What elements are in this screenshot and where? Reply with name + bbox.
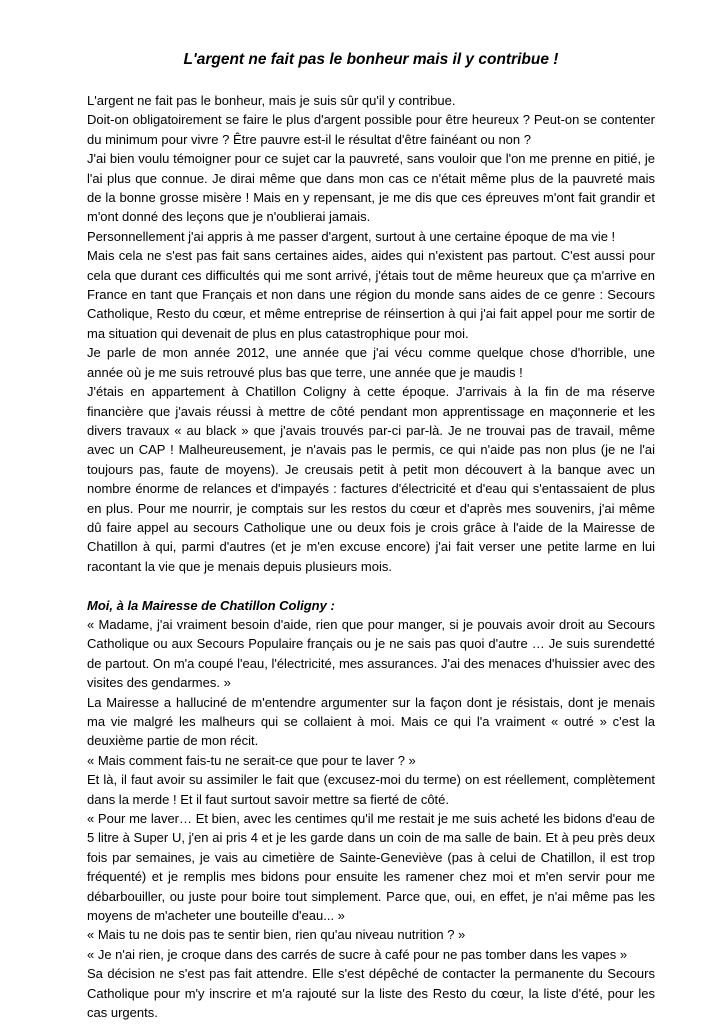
- paragraph: Mais cela ne s'est pas fait sans certaines aides, aides qui n'existent pas partout. C'est aussi pour cela que durant ces difficultés qui me sont arrivé, j'étais tout de même heureux que ça m'arrive en France en tant que Français et non dans une région du monde sans aides de ce genre : Secours Catholique, Resto du cœur, et même entreprise de réinsertion à qui j'ai fait appel pour me sortir de ma situation qui devenait de plus en plus catastrophique pour moi.: [87, 248, 655, 341]
- paragraph: Personnellement j'ai appris à me passer d'argent, surtout à une certaine époque de ma vie !: [87, 228, 616, 244]
- paragraph: « Pour me laver… Et bien, avec les centimes qu'il me restait je me suis acheté les bidons d'eau de 5 litre à Super U, j'en ai pris 4 et je les garde dans un coin de ma salle de bain. Et à peu près deux fois par semaines, je vais au cimetière de Sainte-Geneviève (pas à celui de Chatillon, il est trop fréquenté) et je remplis mes bidons pour ensuite les ramener chez moi et m'en servir pour me débarbouiller, ou juste pour boire tout simplement. Parce que, oui, en effet, je n'ai même pas les moyens de m'acheter une bouteille d'eau... »: [87, 811, 655, 924]
- document-title: L'argent ne fait pas le bonheur mais il y contribue !: [183, 51, 559, 68]
- section-subheading: Moi, à la Mairesse de Chatillon Coligny :: [87, 597, 335, 613]
- paragraph: L'argent ne fait pas le bonheur, mais je suis sûr qu'il y contribue.: [87, 93, 456, 108]
- document-body: [87, 91, 655, 1022]
- paragraph: Et là, il faut avoir su assimiler le fait que (excusez-moi du terme) on est réellement, complètement dans la merde ! Et il faut surtout savoir mettre sa fierté de côté.: [87, 772, 655, 807]
- paragraph-spacer: [87, 576, 655, 595]
- paragraph: J'étais en appartement à Chatillon Coligny à cette époque. J'arrivais à la fin de ma réserve financière que j'avais réussi à mettre de côté pendant mon apprentissage en maçonnerie et les divers travaux « au black » que j'avais trouvés par-ci par-là. Je ne trouvai pas de travail, même avec un CAP ! Malheureusement, je n'avais pas le permis, ce qui n'aide pas non plus (je ne l'ai toujours pas, faute de moyens). Je creusais petit à petit mon découvert à la banque avec un nombre énorme de relances et d'impayés : factures d'électricité et d'eau qui s'entassaient de plus en plus. Pour me nourrir, je comptais sur les restos du cœur et d'après mes souvenirs, j'ai même dû faire appel au secours Catholique une ou deux fois je crois grâce à l'aide de la Mairesse de Chatillon à qui, parmi d'autres (et je m'en excuse encore) j'ai fait verser une petite larme en lui racontant la vie que je menais depuis plusieurs mois.: [87, 384, 655, 574]
- paragraph: J'ai bien voulu témoigner pour ce sujet car la pauvreté, sans vouloir que l'on me prenne en pitié, je l'ai plus que connue. Je dirai même que dans mon cas ce n'était même plus de la pauvreté mais de la bonne grosse misère ! Mais en y repensant, je me dis que ces épreuves m'ont fait grandir et m'ont donné des leçons que je n'oublierai jamais.: [87, 151, 655, 225]
- paragraph: Je parle de mon année 2012, une année que j'ai vécu comme quelque chose d'horrible, une année où je me suis retrouvé plus bas que terre, une année que je maudis !: [87, 345, 655, 380]
- document-page: [87, 50, 655, 1022]
- paragraph: « Mais tu ne dois pas te sentir bien, rien qu'au niveau nutrition ? »: [87, 927, 466, 943]
- paragraph: Sa décision ne s'est pas fait attendre. Elle s'est dépêché de contacter la permanente du Secours Catholique pour m'y inscrire et m'a rajouté sur la liste des Resto du cœur, la liste d'été, pour les cas urgents.: [87, 966, 655, 1021]
- paragraph: « Je n'ai rien, je croque dans des carrés de sucre à café pour ne pas tomber dans les vapes »: [87, 946, 628, 962]
- paragraph: « Mais comment fais-tu ne serait-ce que pour te laver ? »: [87, 752, 416, 768]
- paragraph: La Mairesse a halluciné de m'entendre argumenter sur la façon dont je résistais, dont je menais ma vie malgré les malheurs qui se collaient à moi. Mais ce qui l'a vraiment « outré » c'est la deuxième partie de mon récit.: [87, 694, 655, 749]
- paragraph: Doit-on obligatoirement se faire le plus d'argent possible pour être heureux ? Peut-on se contenter du minimum pour vivre ? Être pauvre est-il le résultat d'être fainéant ou non ?: [87, 112, 655, 147]
- paragraph: « Madame, j'ai vraiment besoin d'aide, rien que pour manger, si je pouvais avoir droit au Secours Catholique ou aux Secours Populaire français ou je ne sais pas quoi d'autre … Je suis surendetté de partout. On m'a coupé l'eau, l'électricité, mes assurances. J'ai des menaces d'huissier avec des visites des gendarmes. »: [87, 616, 655, 691]
